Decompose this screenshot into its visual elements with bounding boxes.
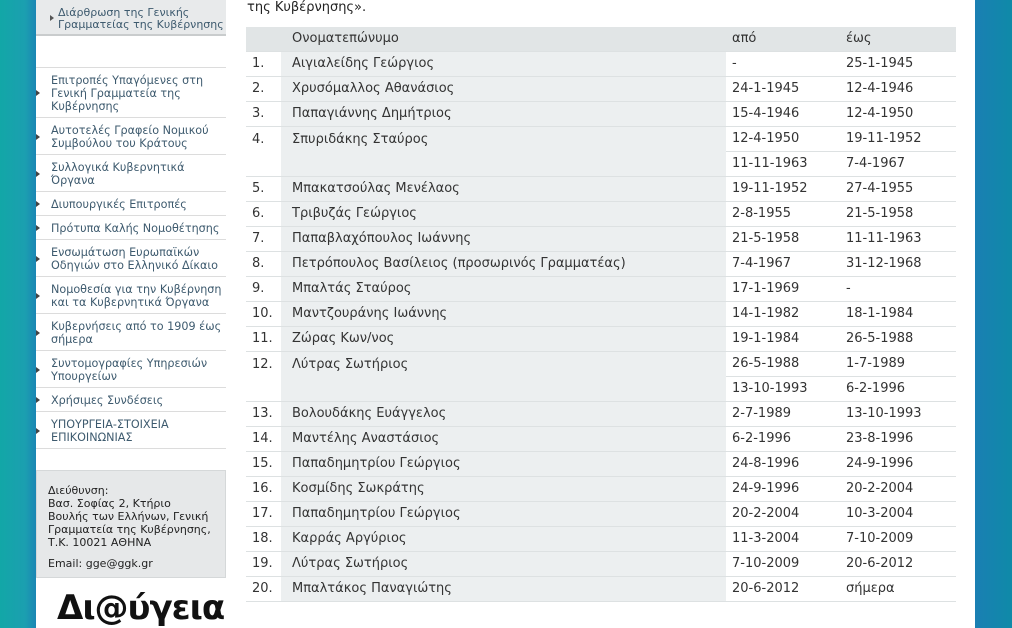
table-row [246,276,956,301]
arrow-right-icon [36,367,40,373]
table-row [246,451,956,476]
sidebar-item-label: Αυτοτελές Γραφείο Νομικού Συμβούλου του Κράτους [51,124,209,150]
row-from-date: 26-5-1988 [726,351,840,376]
row-number: 16. [246,476,281,501]
row-name: Χρυσόμαλλος Αθανάσιος [281,76,726,101]
address-box [36,470,226,578]
table-row [246,251,956,276]
row-to-date: 25-1-1945 [840,51,956,76]
row-name: Τριβυζάς Γεώργιος [281,201,726,226]
row-number: 15. [246,451,281,476]
row-to-date: 20-6-2012 [840,551,956,576]
row-to-date: 27-4-1955 [840,176,956,201]
row-number: 8. [246,251,281,276]
sidebar-item[interactable] [36,351,226,388]
row-from-date: 24-9-1996 [726,476,840,501]
row-name: Παπαδημητρίου Γεώργιος [281,451,726,476]
row-to-date: 24-9-1996 [840,451,956,476]
sidebar-item-label: Διυπουργικές Επιτροπές [51,198,187,211]
sidebar-item[interactable] [36,314,226,351]
row-to-date: 7-4-1967 [840,151,956,176]
row-number: 6. [246,201,281,226]
sidebar-item[interactable] [36,118,226,155]
sidebar-item-label: Κυβερνήσεις από το 1909 έως σήμερα [51,320,222,346]
row-number: 10. [246,301,281,326]
table-row [246,301,956,326]
table-row [246,476,956,501]
row-number: 5. [246,176,281,201]
row-to-date: 12-4-1950 [840,101,956,126]
sidebar-item[interactable] [36,388,226,412]
table-row [246,101,956,126]
arrow-right-icon [50,15,54,21]
table-row [246,226,956,251]
row-name: Λύτρας Σωτήριος [281,351,726,401]
row-name: Σπυριδάκης Σταύρος [281,126,726,176]
page [36,0,975,628]
arrow-right-icon [36,293,40,299]
sidebar-nav [36,67,226,449]
row-to-date: 11-11-1963 [840,226,956,251]
table-row [246,201,956,226]
row-to-date: 26-5-1988 [840,326,956,351]
intro-text: της Κυβέρνησης». [247,0,367,15]
row-to-date: 1-7-1989 [840,351,956,376]
sidebar-item-label: Νομοθεσία για την Κυβέρνηση και τα Κυβερνητικά Όργανα [51,283,222,309]
row-number: 19. [246,551,281,576]
table-row [246,51,956,76]
header-number [246,27,281,51]
row-from-date: 7-10-2009 [726,551,840,576]
header-name: Ονοματεπώνυμο [281,27,726,51]
table-row [246,426,956,451]
row-from-date: 15-4-1946 [726,101,840,126]
row-number: 12. [246,351,281,401]
row-to-date: 10-3-2004 [840,501,956,526]
row-to-date: 21-5-1958 [840,201,956,226]
row-number: 3. [246,101,281,126]
table-row [246,176,956,201]
secretaries-table [246,27,956,602]
sidebar-item[interactable] [36,240,226,277]
row-number: 14. [246,426,281,451]
table-header-row [246,27,956,51]
sidebar-item-label: Συλλογικά Κυβερνητικά Όργανα [51,161,185,187]
row-name: Αιγιαλείδης Γεώργιος [281,51,726,76]
sidebar-item-label: Συντομογραφίες Υπηρεσιών Υπουργείων [51,357,208,383]
row-number: 2. [246,76,281,101]
row-number: 1. [246,51,281,76]
row-from-date: 24-8-1996 [726,451,840,476]
row-to-date: 31-12-1968 [840,251,956,276]
row-from-date: 11-11-1963 [726,151,840,176]
arrow-right-icon [36,397,40,403]
row-from-date: 19-1-1984 [726,326,840,351]
email-link[interactable]: Email: gge@ggk.gr [48,557,153,570]
row-to-date: 6-2-1996 [840,376,956,401]
diavgeia-logo[interactable]: Δι@ύγεια [57,588,225,628]
row-name: Μαντζουράνης Ιωάννης [281,301,726,326]
sidebar-item[interactable] [36,68,226,118]
row-name: Παπαδημητρίου Γεώργιος [281,501,726,526]
sidebar-item-label: Επιτροπές Υπαγόμενες στη Γενική Γραμματεία της Κυβέρνησης [51,74,204,113]
row-to-date: 18-1-1984 [840,301,956,326]
row-from-date: 13-10-1993 [726,376,840,401]
table-row [246,326,956,351]
row-name: Κοσμίδης Σωκράτης [281,476,726,501]
table-row [246,351,956,376]
sidebar-subitem-label: Διάρθρωση της Γενικής Γραμματείας της Κυβέρνησης [58,6,224,31]
arrow-right-icon [36,90,40,96]
address-line: Γραμματεία της Κυβέρνησης, [48,523,211,536]
arrow-right-icon [36,201,40,207]
row-name: Βολουδάκης Ευάγγελος [281,401,726,426]
row-from-date: 14-1-1982 [726,301,840,326]
row-number: 13. [246,401,281,426]
arrow-right-icon [36,171,40,177]
row-to-date: 7-10-2009 [840,526,956,551]
row-to-date: 12-4-1946 [840,76,956,101]
row-to-date: - [840,276,956,301]
sidebar-item-label: Πρότυπα Καλής Νομοθέτησης [51,222,220,235]
table-row [246,501,956,526]
sidebar-subitem-structure[interactable] [36,0,226,36]
row-number: 20. [246,576,281,601]
arrow-right-icon [36,256,40,262]
sidebar-item[interactable] [36,155,226,192]
address-line: Τ.Κ. 10021 ΑΘΗΝΑ [48,536,152,549]
address-heading: Διεύθυνση: [48,484,109,497]
row-name: Μπακατσούλας Μενέλαος [281,176,726,201]
header-to: έως [840,27,956,51]
sidebar-item[interactable] [36,412,226,449]
row-from-date: 19-11-1952 [726,176,840,201]
row-to-date: 23-8-1996 [840,426,956,451]
row-to-date: σήμερα [840,576,956,601]
row-from-date: 12-4-1950 [726,126,840,151]
address-line: Βουλής των Ελλήνων, Γενική [48,510,209,523]
row-number: 11. [246,326,281,351]
sidebar-item[interactable] [36,192,226,216]
row-number: 9. [246,276,281,301]
row-from-date: - [726,51,840,76]
table-row [246,551,956,576]
row-to-date: 20-2-2004 [840,476,956,501]
row-from-date: 2-7-1989 [726,401,840,426]
row-name: Ζώρας Κων/νος [281,326,726,351]
row-number: 18. [246,526,281,551]
header-from: από [726,27,840,51]
sidebar-item[interactable] [36,216,226,240]
row-from-date: 20-6-2012 [726,576,840,601]
row-from-date: 17-1-1969 [726,276,840,301]
row-number: 7. [246,226,281,251]
row-name: Καρράς Αργύριος [281,526,726,551]
row-from-date: 6-2-1996 [726,426,840,451]
row-to-date: 13-10-1993 [840,401,956,426]
table-row [246,526,956,551]
table-row [246,401,956,426]
sidebar-item-label: ΥΠΟΥΡΓΕΙΑ-ΣΤΟΙΧΕΙΑ ΕΠΙΚΟΙΝΩΝΙΑΣ [51,418,169,444]
row-name: Μαντέλης Αναστάσιος [281,426,726,451]
row-name: Λύτρας Σωτήριος [281,551,726,576]
arrow-right-icon [36,134,40,140]
row-number: 4. [246,126,281,176]
table-row [246,126,956,151]
row-name: Παπαβλαχόπουλος Ιωάννης [281,226,726,251]
sidebar-item-label: Ενσωμάτωση Ευρωπαϊκών Οδηγιών στο Ελληνικό Δίκαιο [51,246,219,272]
row-from-date: 2-8-1955 [726,201,840,226]
arrow-right-icon [36,428,40,434]
row-name: Μπαλτάκος Παναγιώτης [281,576,726,601]
sidebar-item[interactable] [36,277,226,314]
table-body [246,51,956,601]
row-name: Μπαλτάς Σταύρος [281,276,726,301]
table-row [246,576,956,601]
row-from-date: 7-4-1967 [726,251,840,276]
sidebar-item-label: Χρήσιμες Συνδέσεις [51,394,164,407]
arrow-right-icon [36,330,40,336]
table-row [246,76,956,101]
row-from-date: 21-5-1958 [726,226,840,251]
row-from-date: 20-2-2004 [726,501,840,526]
row-to-date: 19-11-1952 [840,126,956,151]
row-name: Πετρόπουλος Βασίλειος (προσωρινός Γραμματέας) [281,251,726,276]
row-from-date: 24-1-1945 [726,76,840,101]
row-name: Παπαγιάννης Δημήτριος [281,101,726,126]
row-from-date: 11-3-2004 [726,526,840,551]
row-number: 17. [246,501,281,526]
arrow-right-icon [36,225,40,231]
address-line: Βασ. Σοφίας 2, Κτήριο [48,497,171,510]
